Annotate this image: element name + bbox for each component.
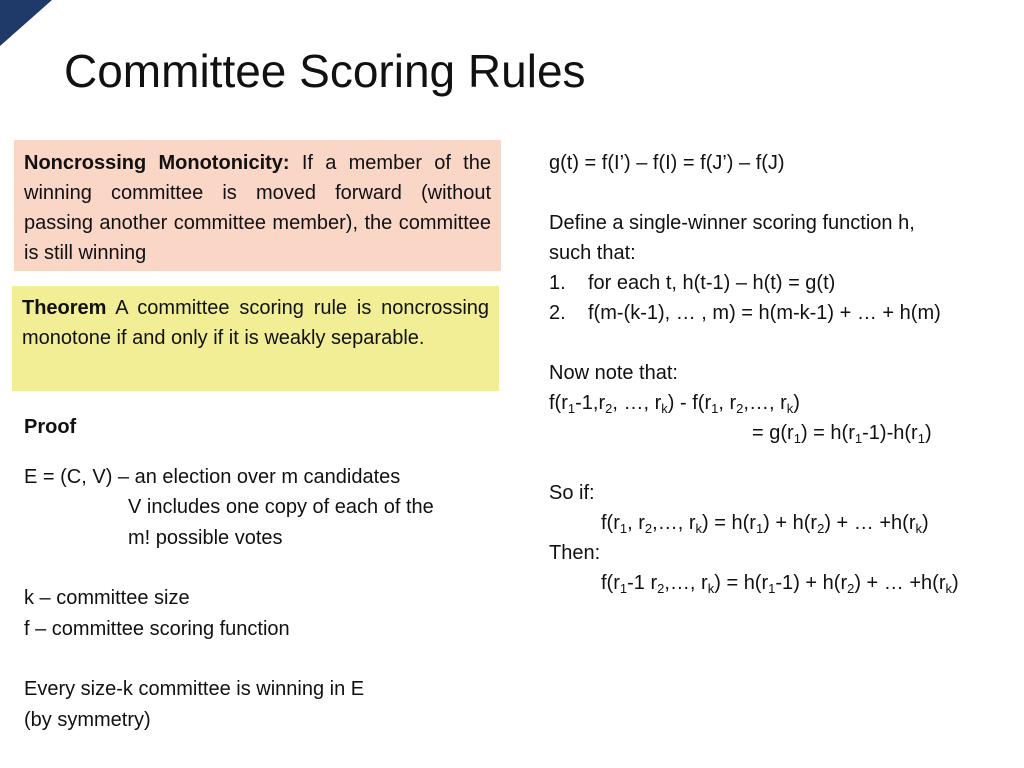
define-line: Define a single-winner scoring function h,: [549, 212, 915, 234]
derivation-section: [549, 148, 1019, 598]
so-if-label: So if:: [549, 482, 595, 504]
formula-difference: $f(r_1-1,r_2$, …, $r_k) - f(r_1$, $r_2,\dots$, $r_k$): [549, 392, 800, 416]
now-note: Now note that:: [549, 362, 678, 384]
proof-heading: Proof: [24, 416, 77, 438]
proof-section: [24, 412, 514, 735]
definition-box: [14, 140, 501, 271]
theorem-box: [12, 286, 499, 391]
proof-line: E = (C, V) – an election over m candidates: [24, 465, 401, 488]
proof-line: m! possible votes: [128, 526, 283, 549]
theorem-body: A committee scoring rule is noncrossing monotone if and only if it is weakly separable.: [22, 297, 490, 349]
theorem-term: Theorem: [22, 297, 107, 319]
proof-line: k – committee size: [24, 587, 190, 609]
formula-conclusion: $f(r_1-1$ $r_2,\dots$, $r_k) = h(r_1-1) + h(r_2)$ + … $+h(r_k)$: [601, 572, 959, 596]
slide-title: Committee Scoring Rules: [64, 45, 586, 97]
formula-equals-g: = $g(r_1) = h(r_1-1)-h(r_1)$: [752, 422, 932, 446]
corner-accent: [0, 0, 52, 46]
proof-line: f – committee scoring function: [24, 617, 290, 640]
theorem-text: [22, 293, 489, 353]
list-item: 2. f(m-(k-1), … , m) = h(m-k-1) + … + h(m): [549, 302, 941, 324]
definition-term: Noncrossing Monotonicity:: [24, 152, 290, 174]
definition-body: If a member of the winning committee is moved forward (without passing another committee member), the committee is still winning: [24, 152, 491, 264]
proof-line: V includes one copy of each of the: [128, 496, 434, 518]
list-item: 1. for each t, h(t-1) – h(t) = g(t): [549, 272, 836, 294]
formula-separable: $f(r_1$, $r_2,\dots$, $r_k) = h(r_1) + h(r_2)$ + … $+h(r_k)$: [601, 512, 929, 536]
then-label: Then:: [549, 542, 601, 564]
proof-line: Every size-k committee is winning in E: [24, 678, 365, 700]
g-definition: g(t) = f(I’) – f(I) = f(J’) – f(J): [549, 152, 785, 174]
proof-line: (by symmetry): [24, 708, 151, 731]
definition-text: [24, 148, 491, 268]
define-line: such that:: [549, 242, 636, 264]
